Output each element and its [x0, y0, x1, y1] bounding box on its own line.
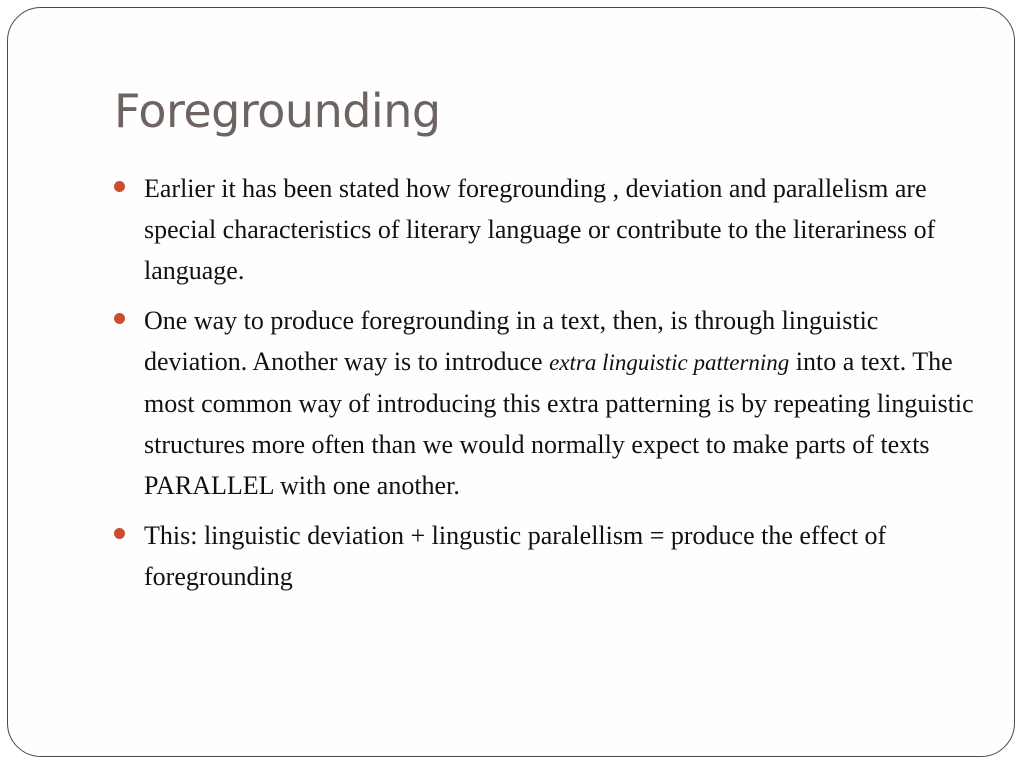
bullet-item-2	[114, 300, 974, 506]
bullet-dot-icon	[114, 528, 125, 539]
bullet-text-2-before: One way to produce foregrounding in a text, then, is through linguistic deviation. Another way is to introduce	[144, 306, 879, 376]
bullet-item-1	[114, 168, 974, 291]
bullet-text-2-after: into a text. The most common way of introducing this extra patterning is by repeating linguistic structures more often than we would normally expect to make parts of texts PARALLEL with one another.	[144, 347, 974, 500]
slide-title: Foregrounding	[114, 84, 441, 138]
bullet-list	[114, 168, 974, 606]
bullet-dot-icon	[114, 313, 125, 324]
bullet-text-1: Earlier it has been stated how foregrounding , deviation and parallelism are special characteristics of literary language or contribute to the literariness of language.	[144, 174, 936, 285]
bullet-dot-icon	[114, 181, 125, 192]
bullet-item-3	[114, 515, 974, 597]
bullet-text-3: This: linguistic deviation + lingustic paralellism = produce the effect of foregrounding	[144, 521, 887, 591]
bullet-text-2-emphasis: extra linguistic patterning	[549, 350, 790, 375]
